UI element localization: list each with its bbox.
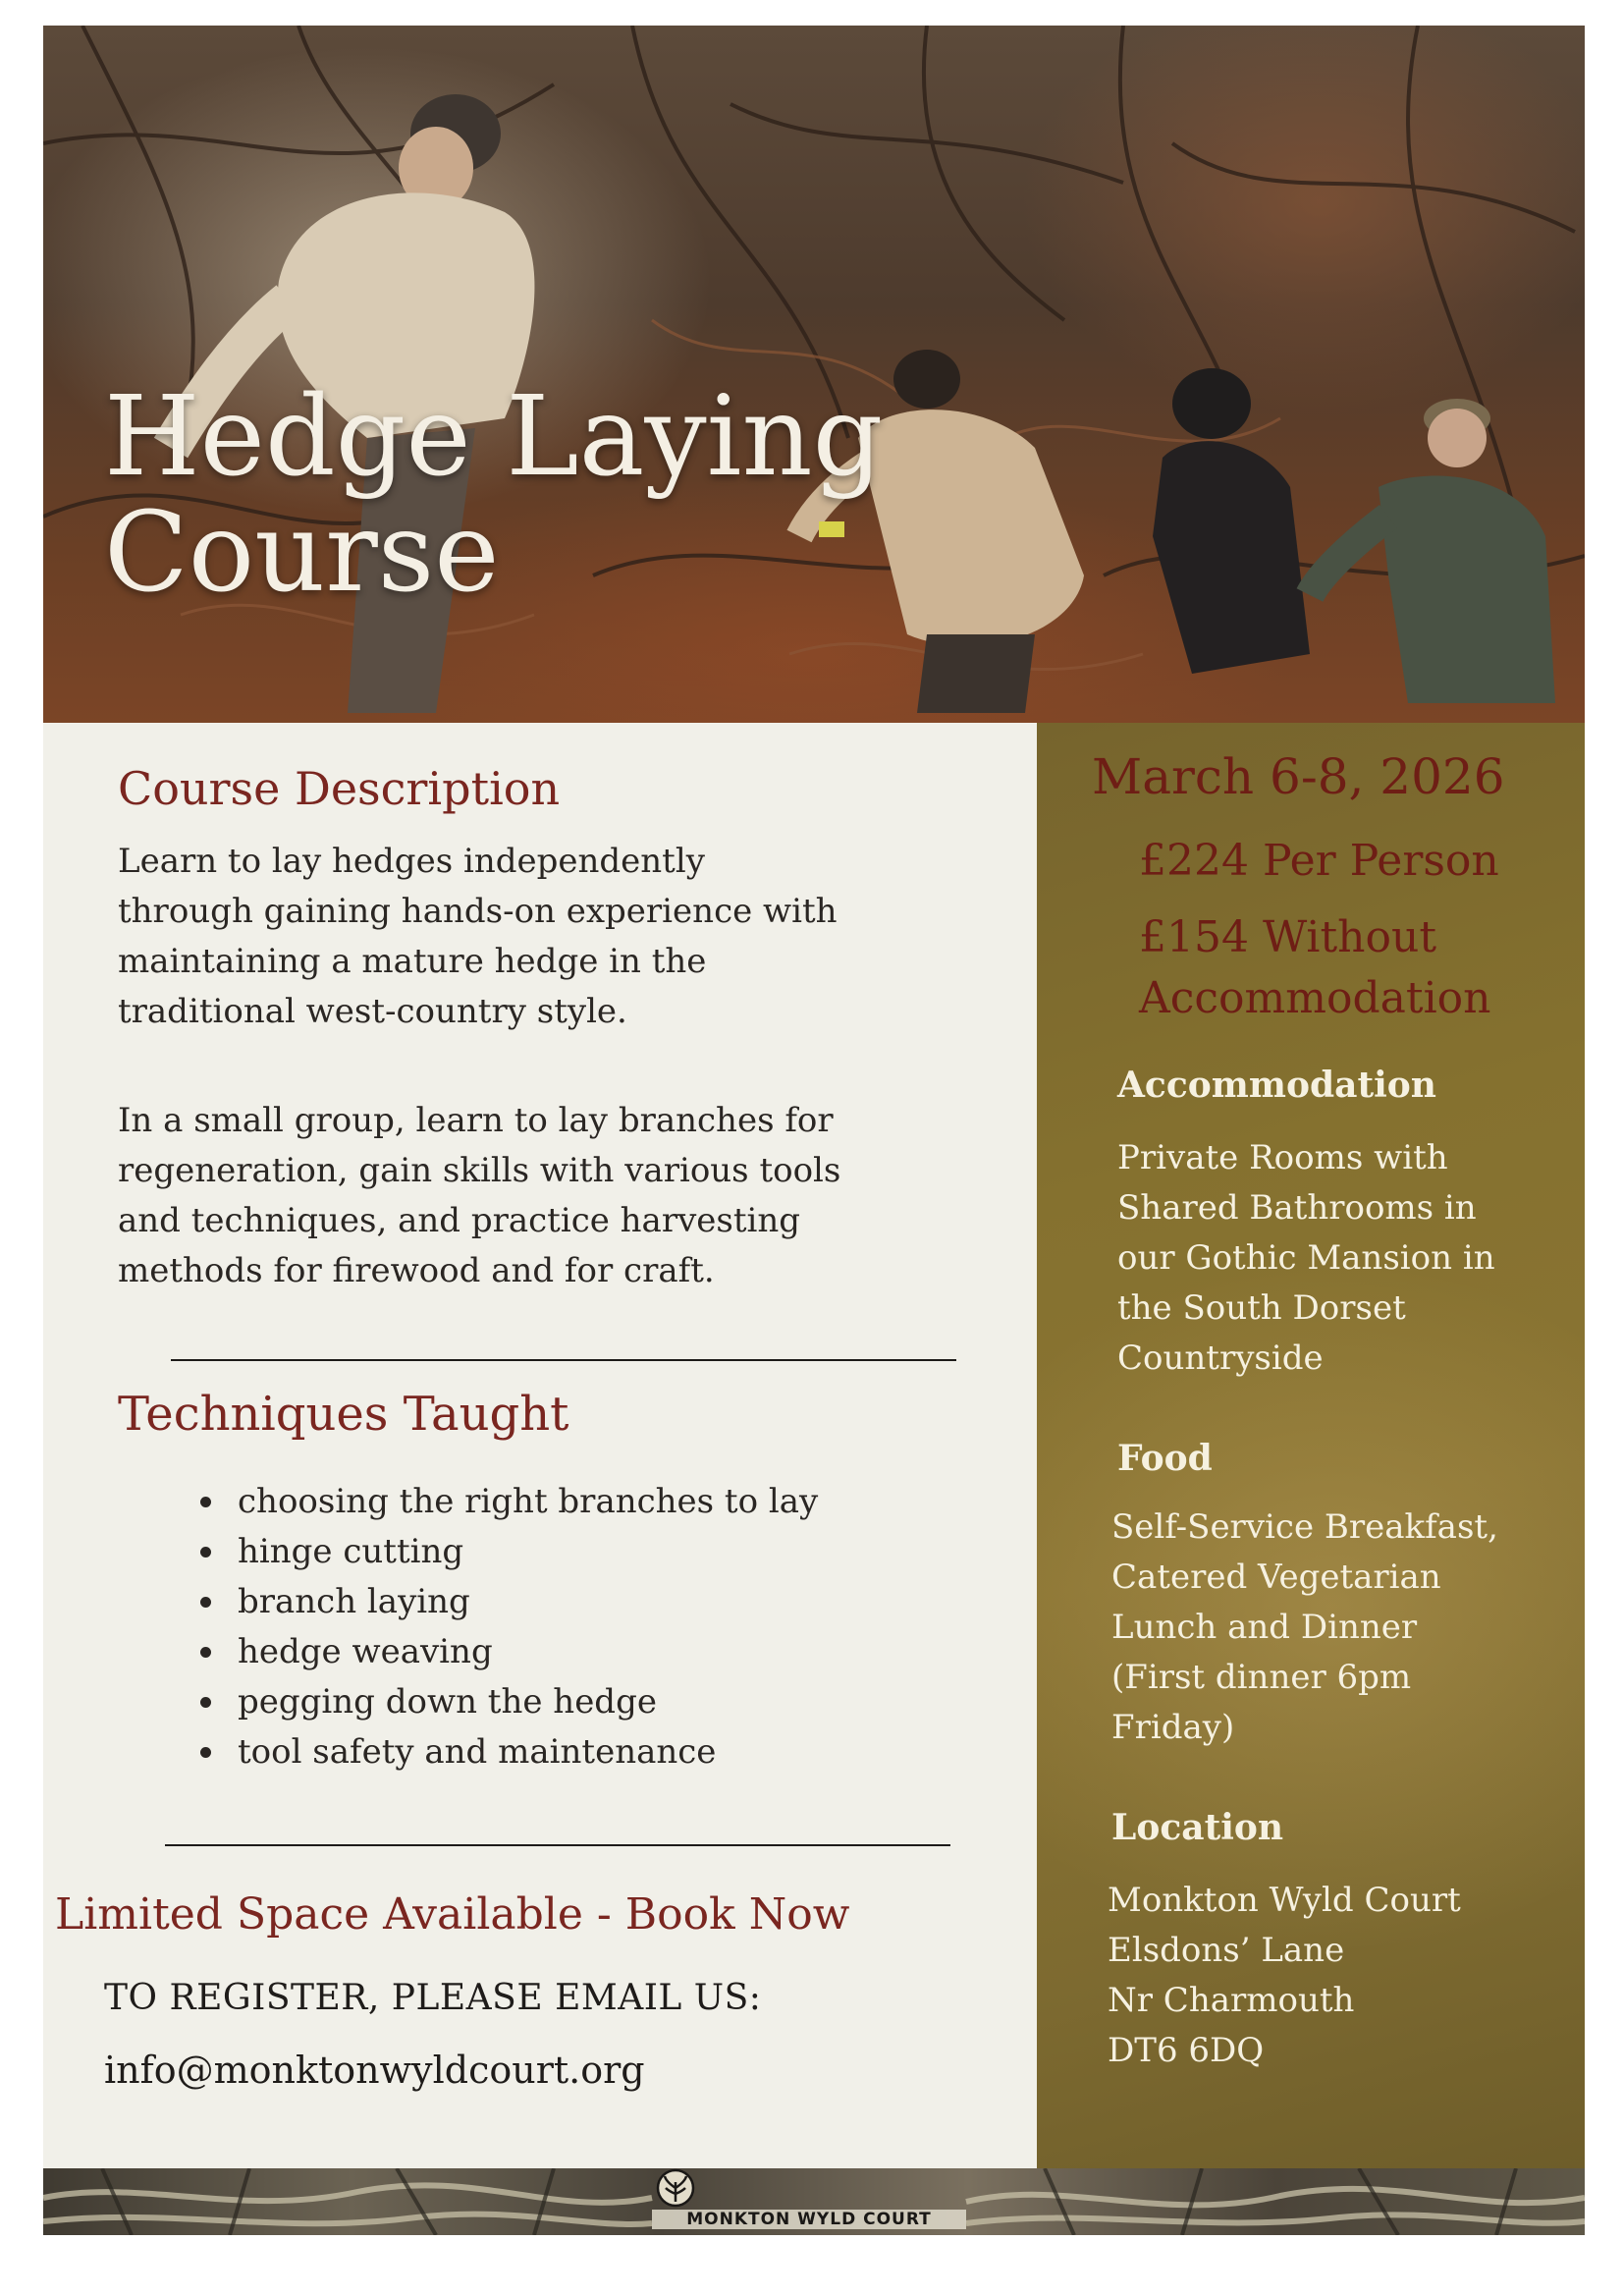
list-item <box>194 1477 818 1527</box>
address-line: DT6 6DQ <box>1108 2031 1265 2070</box>
bullet-icon <box>200 1697 211 1708</box>
accommodation-text <box>1117 1133 1495 1384</box>
location-heading: Location <box>1111 1807 1284 1848</box>
bullet-icon <box>200 1747 211 1758</box>
worker-figure-3 <box>1153 368 1310 674</box>
course-title-line-1: Hedge Laying <box>104 373 884 501</box>
limited-space-banner: Limited Space Available - Book Now <box>55 1889 850 1940</box>
accommodation-heading: Accommodation <box>1117 1065 1436 1106</box>
divider-1 <box>171 1359 956 1361</box>
worker-figure-4 <box>1310 399 1555 703</box>
food-line: Catered Vegetarian <box>1111 1558 1441 1597</box>
register-instruction: TO REGISTER, PLEASE EMAIL US: <box>104 1978 762 2018</box>
description-p1-line: through gaining hands-on experience with <box>118 892 838 931</box>
accommodation-line: Countryside <box>1117 1339 1324 1378</box>
food-line: (First dinner 6pm <box>1111 1658 1412 1697</box>
course-description-paragraph-2 <box>118 1096 840 1296</box>
list-item <box>194 1627 818 1677</box>
left-column <box>43 723 1037 2168</box>
list-item <box>194 1527 818 1577</box>
technique-text: hedge weaving <box>238 1632 493 1671</box>
bullet-icon <box>200 1497 211 1507</box>
bullet-icon <box>200 1547 211 1558</box>
accommodation-line: Private Rooms with <box>1117 1138 1448 1177</box>
monkton-wyld-logo <box>652 2168 966 2235</box>
poster <box>43 26 1585 2235</box>
description-p2-line: regeneration, gain skills with various tools <box>118 1151 841 1190</box>
bullet-icon <box>200 1597 211 1608</box>
course-date: March 6-8, 2026 <box>1092 748 1505 805</box>
technique-text: hinge cutting <box>238 1532 464 1571</box>
accommodation-line: Shared Bathrooms in <box>1117 1188 1477 1228</box>
location-address <box>1108 1876 1461 2076</box>
tree-circle-icon <box>652 2168 699 2208</box>
description-p2-line: In a small group, learn to lay branches for <box>118 1101 834 1140</box>
accommodation-line: our Gothic Mansion in <box>1117 1238 1495 1278</box>
course-title <box>104 373 884 617</box>
course-description-heading: Course Description <box>118 762 561 815</box>
address-line: Monkton Wyld Court <box>1108 1881 1461 1920</box>
description-p2-line: and techniques, and practice harvesting <box>118 1201 801 1240</box>
technique-text: pegging down the hedge <box>238 1682 657 1722</box>
technique-text: tool safety and maintenance <box>238 1732 717 1772</box>
food-line: Self-Service Breakfast, <box>1111 1507 1498 1547</box>
description-p1-line: maintaining a mature hedge in the <box>118 942 707 981</box>
list-item <box>194 1577 818 1627</box>
list-item <box>194 1677 818 1727</box>
food-line: Lunch and Dinner <box>1111 1608 1418 1647</box>
techniques-heading: Techniques Taught <box>118 1387 569 1442</box>
address-line: Nr Charmouth <box>1108 1981 1355 2020</box>
techniques-list <box>194 1477 818 1777</box>
register-email-link[interactable]: info@monktonwyldcourt.org <box>104 2049 645 2092</box>
food-heading: Food <box>1117 1438 1213 1479</box>
food-line: Friday) <box>1111 1708 1235 1747</box>
logo-text: MONKTON WYLD COURT <box>652 2210 966 2229</box>
details-panel <box>1037 723 1585 2168</box>
list-item <box>194 1727 818 1777</box>
description-p1-line: Learn to lay hedges independently <box>118 842 705 881</box>
accommodation-line: the South Dorset <box>1117 1288 1406 1328</box>
divider-2 <box>165 1844 950 1846</box>
technique-text: choosing the right branches to lay <box>238 1482 819 1521</box>
food-text <box>1111 1503 1498 1753</box>
technique-text: branch laying <box>238 1582 470 1621</box>
price-no-accommodation-line: Accommodation <box>1139 973 1491 1023</box>
bullet-icon <box>200 1647 211 1658</box>
footer-hedge-strip <box>43 2168 1585 2235</box>
description-p2-line: methods for firewood and for craft. <box>118 1251 715 1290</box>
course-description-paragraph-1 <box>118 837 838 1037</box>
price-full: £224 Per Person <box>1139 836 1499 886</box>
address-line: Elsdons’ Lane <box>1108 1931 1345 1970</box>
hero-photo <box>43 26 1585 723</box>
price-no-accommodation-line: £154 Without <box>1139 912 1437 962</box>
price-no-accommodation <box>1139 907 1490 1029</box>
description-p1-line: traditional west-country style. <box>118 992 627 1031</box>
course-title-line-2: Course <box>104 489 500 617</box>
